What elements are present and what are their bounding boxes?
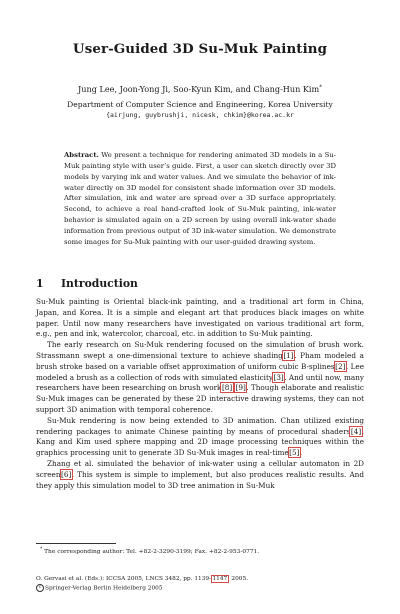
- abstract: [64, 150, 336, 248]
- text-run: .: [299, 448, 303, 458]
- footnote: [40, 547, 259, 555]
- footer-text: O. Gervasi et al. (Eds.): ICCSA 2005, LNCS 3482, pp. 1139–: [36, 576, 212, 582]
- text-run: . And until now, many researchers have been researching on brush work: [36, 372, 364, 393]
- text-run: . Lee modeled a brush as a collection of rods with simulated elasticity: [36, 361, 365, 382]
- author-names: Jung Lee, Joon-Yong Ji, Soo-Kyun Kim, and Chang-Hun Kim: [78, 84, 320, 94]
- section-heading: [36, 277, 138, 290]
- citation-link[interactable]: [2]: [335, 361, 346, 371]
- text-run: . Though elaborate and realistic Su-Muk images can be generated by these 2D interactive drawing systems, they can not support 3D animation with temporal coherence.: [36, 383, 364, 414]
- paragraph-1: Su-Muk painting is Oriental black-ink painting, and a traditional art form in China, Japan, and Korea. It is a simple and elegant art that produces black images on white paper. Until now many researchers have investigated on various traditional art form, e.g., pen and ink, watercolor, charcoal, etc. in addition to Su-Muk painting.: [36, 297, 364, 339]
- footer-text: , 2005.: [227, 576, 249, 582]
- text-run: Zhang et al. simulated the behavior of ink-water using a cellular automaton in 2D screen: [36, 458, 364, 479]
- citation-link[interactable]: [1]: [283, 350, 294, 360]
- text-run: The early research on Su-Muk rendering focused on the simulation of brush work. Strassmann swept a one-dimensional texture to achieve shading: [36, 340, 364, 360]
- text-run: . This system is simple to implement, but also produces realistic results. And they apply this simulation model to 3D tree animation in Su-Muk: [36, 469, 364, 490]
- citation-link[interactable]: [9]: [235, 383, 246, 393]
- text-run: Su-Muk rendering is now being extended to 3D animation. Chan utilized existing rendering packages to animate Chinese painting by means of procedural shaders: [36, 415, 364, 436]
- paragraph-3: [36, 416, 364, 459]
- author-list: [0, 84, 400, 94]
- citation-link[interactable]: [5]: [289, 448, 300, 458]
- body-text: [36, 297, 364, 491]
- abstract-text: We present a technique for rendering animated 3D models in a Su-Muk painting style with user’s guide. First, a user can sketch directly over 3D models by varying ink and water values. And we simulate the behavior of ink-water directly on 3D model for consistent shade information over 3D models. After simulation, ink and water are spread over a 3D surface appropriately. Second, to achieve a real hand-crafted look of Su-Muk painting, ink-water behavior is simulated again on a 2D screen by using overall ink-water shade information from previous output of 3D ink-water simulation. We demonstrate some images for Su-Muk painting with our user-guided drawing system.: [64, 151, 336, 246]
- footnote-rule: [36, 543, 116, 544]
- copyright-footer: [36, 584, 163, 592]
- section-title: Introduction: [61, 277, 138, 290]
- publisher-text: Springer-Verlag Berlin Heidelberg 2005: [45, 585, 163, 592]
- copyright-icon: c: [36, 584, 44, 592]
- citation-link[interactable]: [3]: [273, 372, 284, 382]
- text-run: . Kang and Kim used sphere mapping and 2D image processing techniques within the graphics processing unit to generate 3D Su-Muk images in real-time: [36, 426, 364, 458]
- paragraph-4: [36, 459, 364, 491]
- page-range-link[interactable]: 1147: [212, 576, 228, 582]
- section-number: 1: [36, 277, 44, 290]
- footnote-text: The corresponding author: Tel. +82-2-3290-3199; Fax. +82-2-953-0771.: [44, 548, 260, 555]
- affiliation: Department of Computer Science and Engineering, Korea University: [67, 100, 333, 109]
- corresponding-author-mark: *: [319, 84, 322, 91]
- author-emails: {airjung, guybrushji, nicesk, chkim}@korea.ac.kr: [106, 111, 294, 119]
- footnote-mark: *: [40, 547, 43, 552]
- abstract-label: Abstract.: [64, 151, 99, 159]
- citation-link[interactable]: [8]: [221, 383, 233, 393]
- citation-link[interactable]: [4]: [350, 426, 362, 436]
- paper-title: User-Guided 3D Su-Muk Painting: [72, 41, 328, 57]
- paragraph-2: [36, 340, 364, 416]
- citation-link[interactable]: [6]: [61, 469, 72, 479]
- citation-footer: [36, 576, 248, 582]
- text-run: . Pham modeled a brush stroke based on a variable offset approximation of uniform cubic B-splines: [36, 350, 364, 371]
- text-run: ,: [232, 383, 236, 393]
